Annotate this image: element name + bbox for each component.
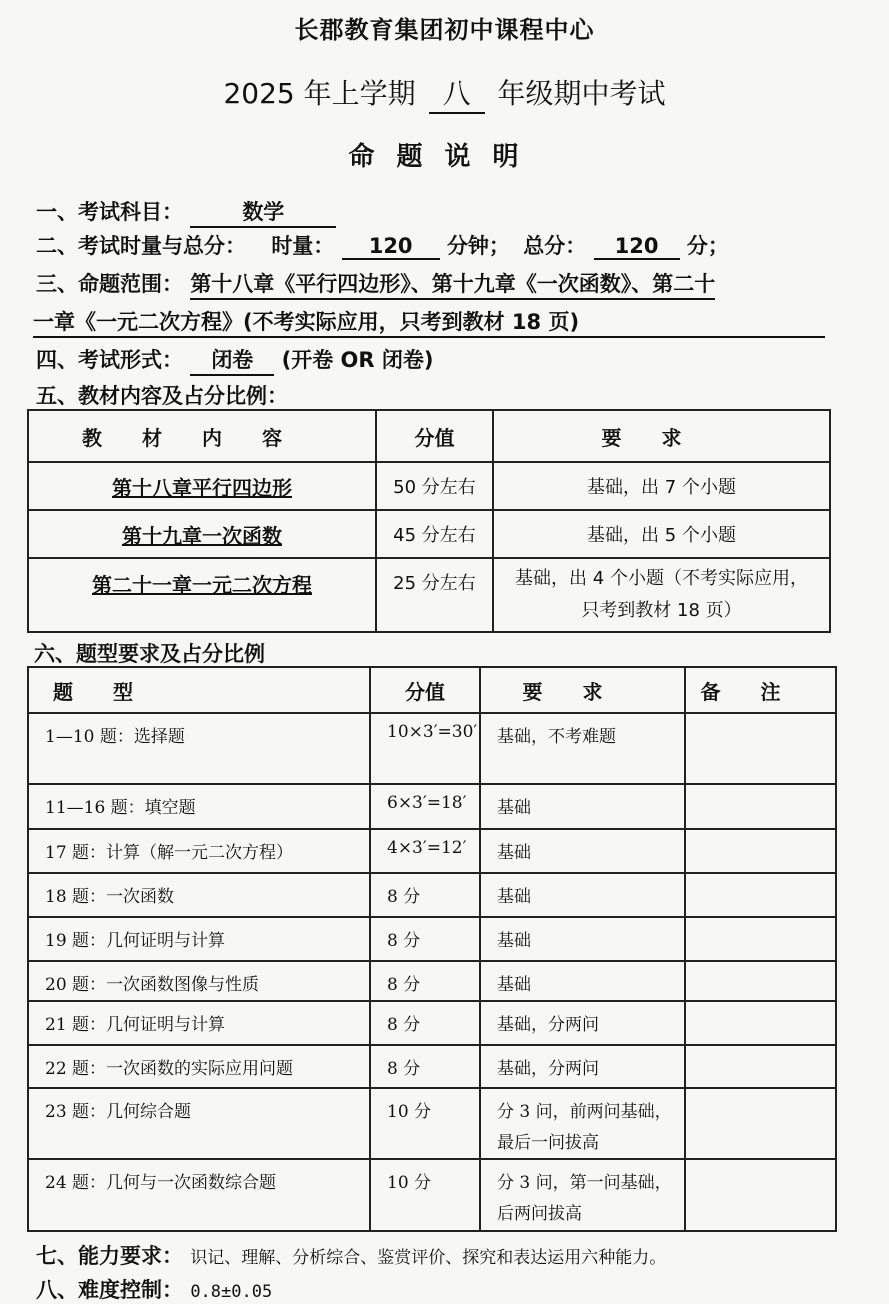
table-row (28, 1001, 836, 1045)
score-cell: 8 分 (370, 1045, 480, 1088)
score-cell: 10 分 (370, 1088, 480, 1159)
requirement-cell (480, 1159, 685, 1231)
requirement-cell: 基础 (480, 784, 685, 829)
table-row (28, 917, 836, 961)
table-row (28, 558, 830, 632)
score-cell: 25 分左右 (376, 558, 493, 632)
type-cell: 23 题：几何综合题 (28, 1088, 370, 1159)
score-cell: 50 分左右 (376, 462, 493, 510)
col-score: 分值 (376, 410, 493, 462)
remark-cell (685, 961, 836, 1001)
score-cell: 8 分 (370, 873, 480, 917)
requirement-cell: 基础，出 5 个小题 (493, 510, 830, 558)
col-content: 教材内容 (28, 410, 376, 462)
grade-fill: 八 (429, 72, 485, 114)
subject-value: 数学 (190, 196, 336, 228)
requirement-cell: 基础 (480, 829, 685, 873)
section-ability (36, 1240, 666, 1270)
score-cell: 8 分 (370, 917, 480, 961)
type-cell: 17 题：计算（解一元二次方程） (28, 829, 370, 873)
remark-cell (685, 1001, 836, 1045)
exam-suffix: 年级期中考试 (497, 77, 666, 110)
scope-line-2-text: 一章《一元二次方程》(不考实际应用，只考到教材 18 页) (33, 310, 580, 334)
requirement-cell: 基础，分两问 (480, 1045, 685, 1088)
section-content-ratio: 五、教材内容及占分比例： (36, 384, 288, 408)
table-row (28, 873, 836, 917)
remark-cell (685, 1088, 836, 1159)
difficulty-value: 0.8±0.05 (190, 1282, 273, 1302)
table-row (28, 1045, 836, 1088)
section-question-types: 六、题型要求及占分比例 (34, 642, 265, 666)
ability-value: 识记、理解、分析综合、鉴赏评价、探究和表达运用六种能力。 (190, 1248, 667, 1268)
remark-cell (685, 784, 836, 829)
score-cell: 10×3′=30′ (370, 713, 480, 784)
section-difficulty (36, 1274, 272, 1304)
type-cell: 11—16 题：填空题 (28, 784, 370, 829)
col-type: 题型 (28, 667, 370, 713)
exam-prefix: 2025 年上学期 (223, 77, 416, 110)
table-row (28, 961, 836, 1001)
table-row (28, 462, 830, 510)
ability-label: 七、能力要求： (36, 1244, 183, 1268)
remark-cell (685, 1045, 836, 1088)
remark-cell (685, 829, 836, 873)
requirement-cell: 基础 (480, 961, 685, 1001)
score-cell: 8 分 (370, 1001, 480, 1045)
col-requirement: 要求 (480, 667, 685, 713)
type-cell: 1—10 题：选择题 (28, 713, 370, 784)
remark-cell (685, 873, 836, 917)
score-cell: 8 分 (370, 961, 480, 1001)
time-unit: 分钟； (446, 234, 510, 258)
content-ratio-table (27, 409, 831, 633)
type-cell: 18 题：一次函数 (28, 873, 370, 917)
col-score: 分值 (370, 667, 480, 713)
requirement-line-2: 最后一问拔高 (497, 1133, 599, 1153)
table-row (28, 784, 836, 829)
requirement-line-1: 基础，出 4 个小题（不考实际应用， (515, 568, 808, 589)
format-value: 闭卷 (190, 344, 274, 376)
remark-cell (685, 917, 836, 961)
table-row (28, 1159, 836, 1231)
section-time-score (36, 230, 729, 260)
requirement-cell: 基础，出 7 个小题 (493, 462, 830, 510)
remark-cell (685, 1159, 836, 1231)
type-cell: 20 题：一次函数图像与性质 (28, 961, 370, 1001)
doc-subtitle: 命题说明 (348, 142, 541, 172)
scope-line-2 (33, 306, 825, 338)
org-title: 长郡教育集团初中课程中心 (294, 16, 595, 44)
type-cell: 24 题：几何与一次函数综合题 (28, 1159, 370, 1231)
table-row (28, 829, 836, 873)
score-cell: 10 分 (370, 1159, 480, 1231)
exam-title (0, 72, 889, 114)
table-header-row (28, 667, 836, 713)
difficulty-label: 八、难度控制： (36, 1278, 183, 1302)
table-row (28, 713, 836, 784)
score-value: 120 (594, 234, 680, 260)
table-row (28, 1088, 836, 1159)
requirement-cell (480, 1088, 685, 1159)
section-subject (36, 196, 336, 228)
remark-cell (685, 713, 836, 784)
format-label: 四、考试形式： (36, 348, 183, 372)
table-row (28, 510, 830, 558)
requirement-line-2: 只考到教材 18 页） (581, 600, 742, 621)
format-note: (开卷 OR 闭卷) (281, 348, 434, 372)
scope-line-1: 第十八章《平行四边形》、第十九章《一次函数》、第二十 (190, 272, 715, 300)
requirement-cell: 基础，分两问 (480, 1001, 685, 1045)
score-cell: 6×3′=18′ (370, 784, 480, 829)
time-score-label: 二、考试时量与总分： (36, 234, 246, 258)
time-label: 时量： (271, 234, 335, 258)
col-requirement: 要求 (493, 410, 830, 462)
type-cell: 19 题：几何证明与计算 (28, 917, 370, 961)
content-cell: 第十八章平行四边形 (28, 462, 376, 510)
requirement-line-1: 分 3 问，第一问基础， (497, 1173, 672, 1193)
question-types-table (27, 666, 837, 1232)
score-unit: 分； (686, 234, 729, 258)
requirement-cell: 基础 (480, 873, 685, 917)
requirement-line-1: 分 3 问，前两问基础， (497, 1102, 672, 1122)
scope-label: 三、命题范围： (36, 272, 183, 296)
section-format (36, 344, 433, 376)
score-cell: 4×3′=12′ (370, 829, 480, 873)
section-scope (36, 268, 715, 298)
table-header-row (28, 410, 830, 462)
col-remark: 备注 (685, 667, 836, 713)
time-value: 120 (342, 234, 440, 260)
content-cell: 第二十一章一元二次方程 (28, 558, 376, 632)
subject-label: 一、考试科目： (36, 200, 183, 224)
score-label: 总分： (523, 234, 587, 258)
type-cell: 21 题：几何证明与计算 (28, 1001, 370, 1045)
content-cell: 第十九章一次函数 (28, 510, 376, 558)
requirement-cell: 基础 (480, 917, 685, 961)
requirement-cell (493, 558, 830, 632)
score-cell: 45 分左右 (376, 510, 493, 558)
requirement-cell: 基础，不考难题 (480, 713, 685, 784)
requirement-line-2: 后两问拔高 (497, 1204, 582, 1224)
type-cell: 22 题：一次函数的实际应用问题 (28, 1045, 370, 1088)
